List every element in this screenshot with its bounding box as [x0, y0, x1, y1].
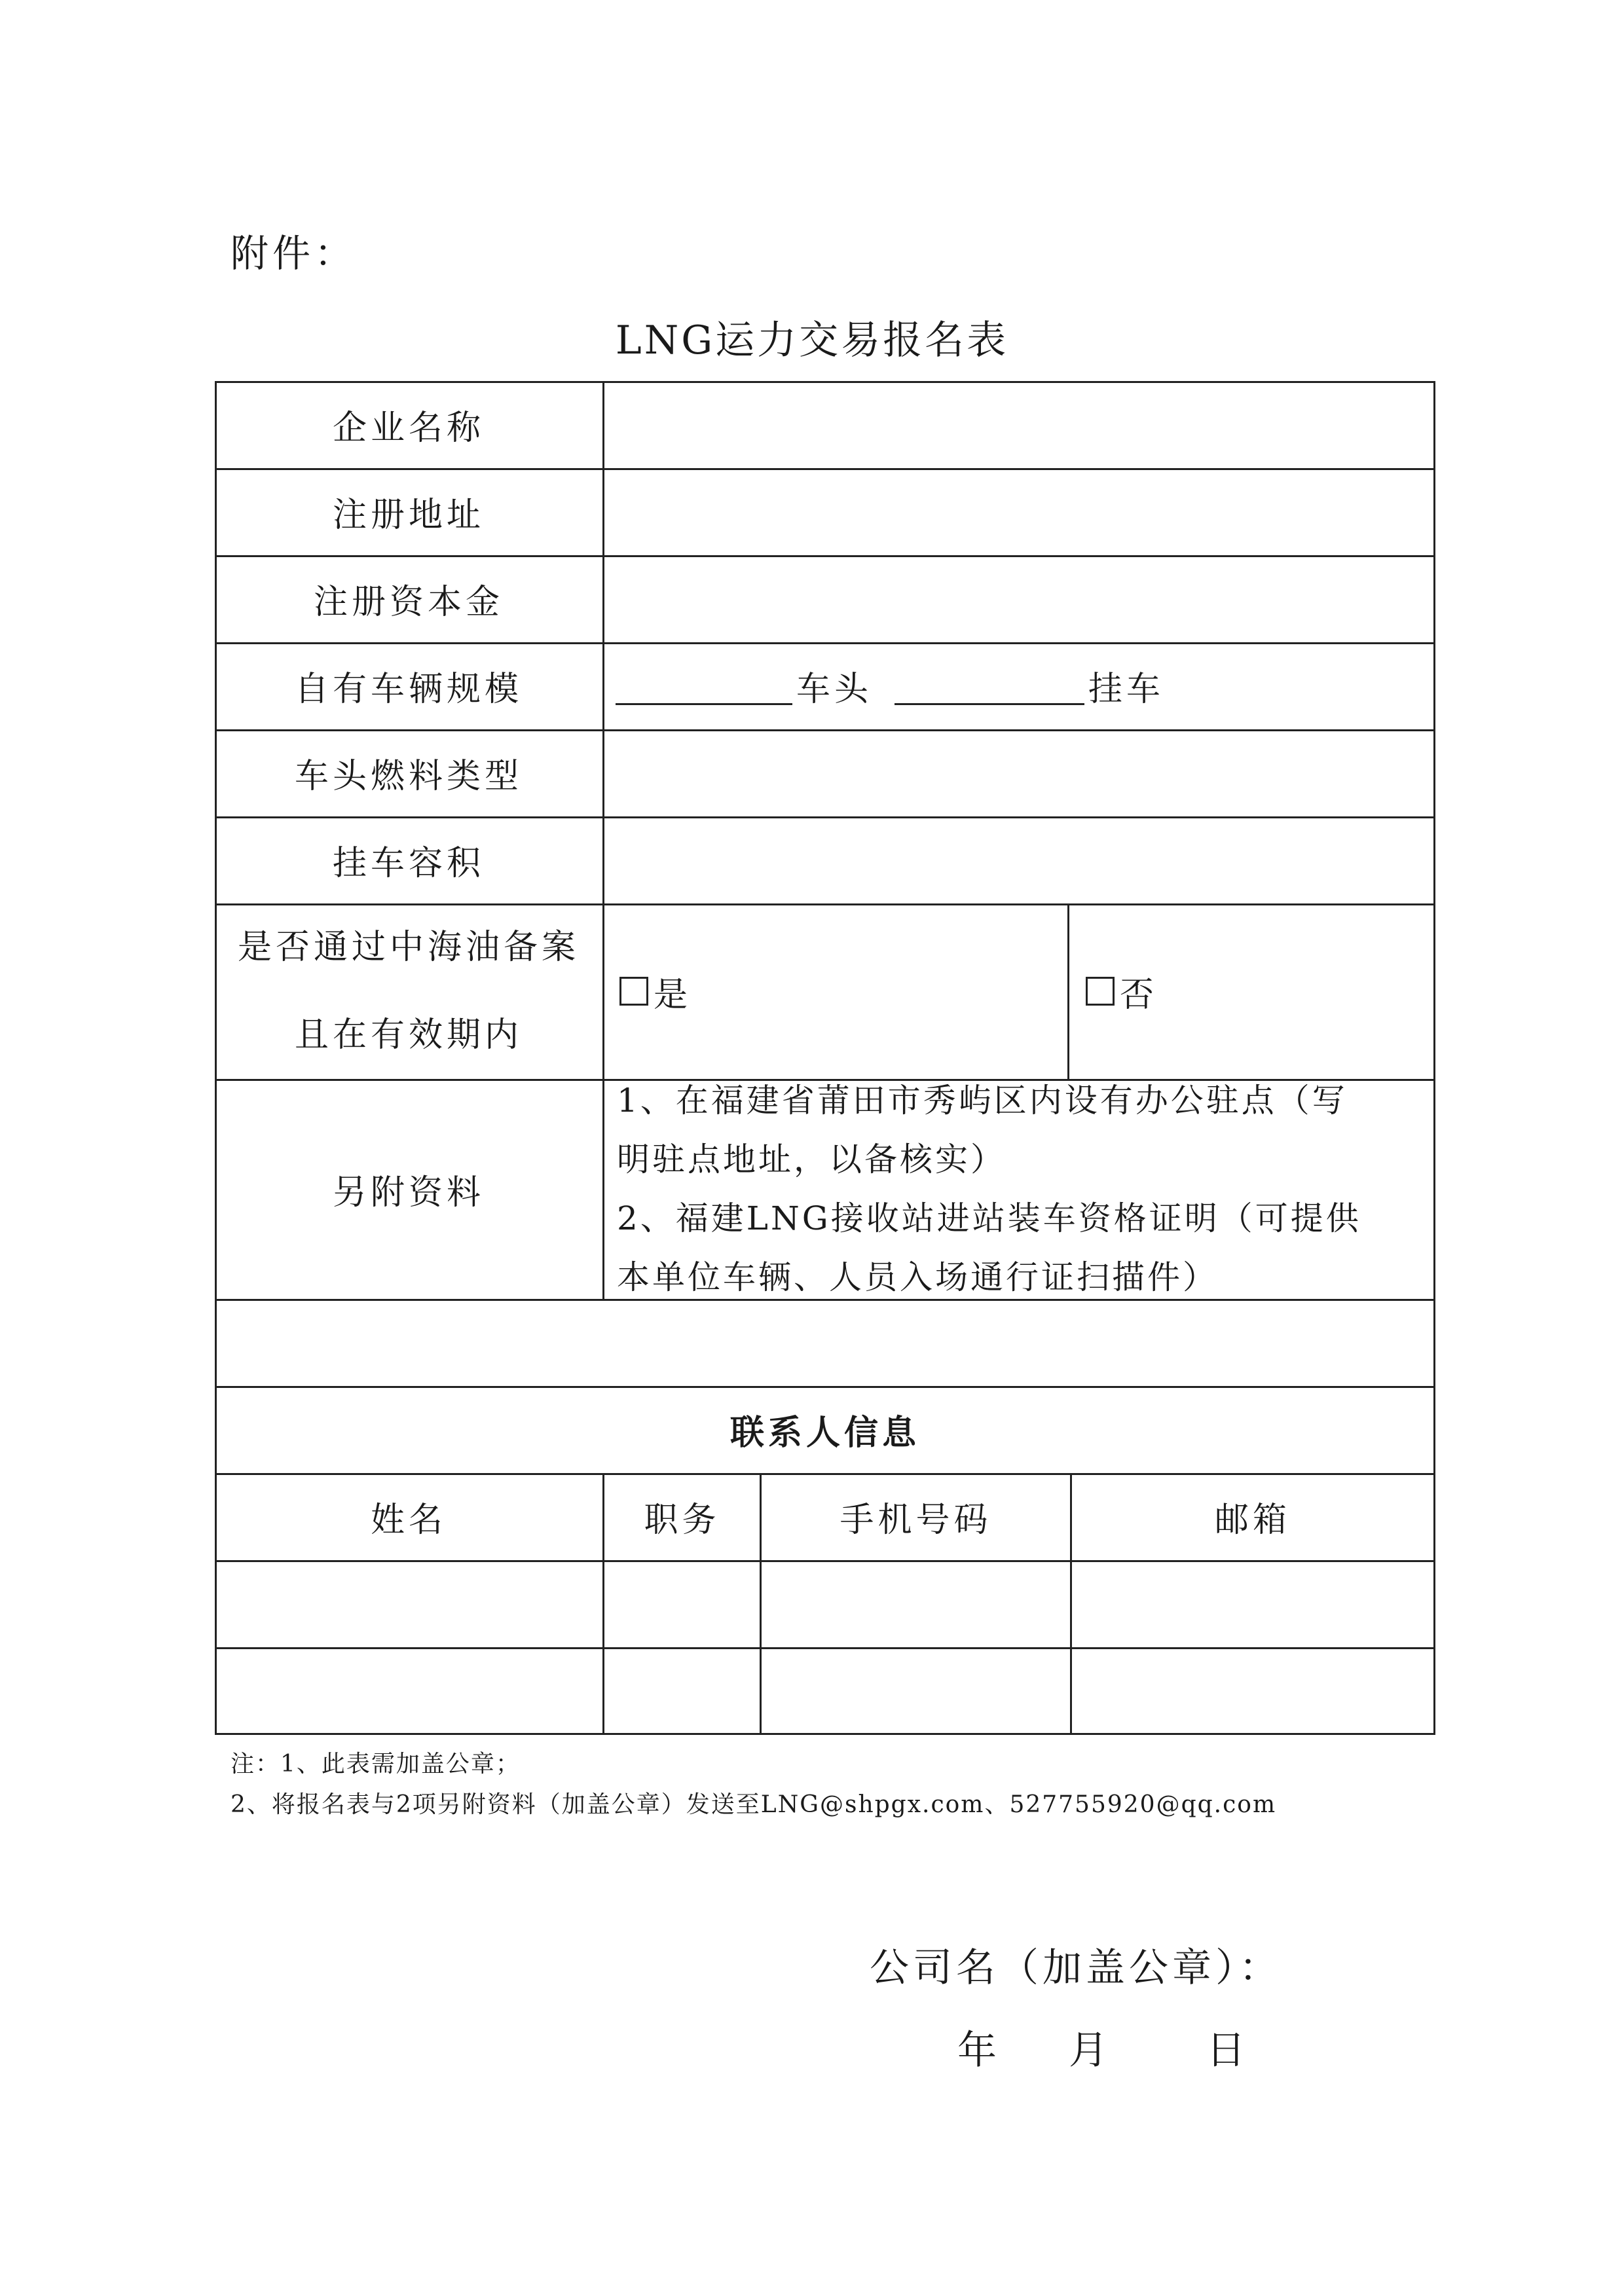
contact-position-cell[interactable] — [604, 1649, 760, 1733]
trailer-label: 挂车 — [1088, 670, 1165, 709]
attachment-item: 1、在福建省莆田市秀屿区内设有办公驻点（写 — [617, 1082, 1348, 1120]
attachment-item: 本单位车辆、人员入场通行证扫描件） — [617, 1258, 1218, 1296]
contact-email-cell[interactable] — [1072, 1562, 1433, 1647]
contact-position-cell[interactable] — [604, 1562, 760, 1647]
tractor-label: 车头 — [796, 670, 873, 709]
company-seal-label: 公司名（加盖公章）： — [870, 1945, 1282, 1991]
note-line-1: 注：1、此表需加盖公章； — [231, 1751, 521, 1777]
option-no[interactable] — [1086, 903, 1426, 1079]
contact-name-cell[interactable] — [217, 1649, 602, 1733]
registration-form-table — [215, 381, 1435, 1735]
trailer-volume-field[interactable] — [604, 818, 1433, 903]
checkbox-yes[interactable] — [619, 977, 648, 1006]
fleet-size-label: 自有车辆规模 — [294, 670, 523, 709]
attachment-label: 附件： — [231, 231, 357, 276]
registered-capital-field[interactable] — [604, 557, 1433, 642]
registered-address-field[interactable] — [604, 470, 1433, 555]
tractor-count-blank[interactable] — [616, 666, 792, 705]
contact-phone-cell[interactable] — [762, 1649, 1070, 1733]
date-year: 年 — [957, 2028, 1001, 2073]
attachment-item: 明驻点地址，以备核实） — [617, 1140, 1006, 1178]
date-day: 日 — [1206, 2028, 1249, 2073]
tractor-fuel-field[interactable] — [604, 731, 1433, 816]
option-no-label: 否 — [1120, 975, 1158, 1015]
option-yes-label: 是 — [654, 975, 692, 1015]
blank-row — [217, 1301, 1433, 1386]
column-header-phone: 手机号码 — [840, 1501, 992, 1540]
company-name-field[interactable] — [604, 383, 1433, 468]
contact-section-title: 联系人信息 — [729, 1413, 920, 1453]
attachment-item: 2、福建LNG接收站进站装车资格证明（可提供 — [617, 1199, 1361, 1237]
company-name-label: 企业名称 — [332, 409, 485, 448]
form-title: LNG运力交易报名表 — [615, 318, 1009, 363]
cnooc-record-label — [215, 903, 602, 1079]
contact-name-cell[interactable] — [217, 1562, 602, 1647]
table-line — [1067, 903, 1069, 1079]
checkbox-no[interactable] — [1086, 977, 1115, 1006]
column-header-email: 邮箱 — [1214, 1501, 1291, 1540]
cnooc-record-line2: 且在有效期内 — [294, 1015, 523, 1055]
cnooc-record-line1: 是否通过中海油备案 — [237, 928, 580, 967]
registered-address-label: 注册地址 — [332, 496, 485, 535]
fleet-size-field — [616, 642, 1428, 729]
attachments-label: 另附资料 — [332, 1173, 485, 1212]
attachments-list — [617, 1079, 1429, 1299]
table-line — [215, 1733, 1435, 1735]
contact-email-cell[interactable] — [1072, 1649, 1433, 1733]
contact-phone-cell[interactable] — [762, 1562, 1070, 1647]
column-header-position: 职务 — [644, 1501, 720, 1540]
column-header-name: 姓名 — [370, 1501, 447, 1540]
trailer-count-blank[interactable] — [895, 666, 1084, 705]
trailer-volume-label: 挂车容积 — [332, 844, 485, 883]
note-line-2: 2、将报名表与2项另附资料（加盖公章）发送至LNG@shpgx.com、527755920@qq.com — [231, 1791, 1277, 1818]
registered-capital-label: 注册资本金 — [313, 583, 504, 622]
table-line — [1433, 381, 1435, 1735]
date-month: 月 — [1069, 2028, 1112, 2073]
option-yes[interactable] — [619, 903, 1065, 1079]
tractor-fuel-label: 车头燃料类型 — [294, 757, 523, 796]
